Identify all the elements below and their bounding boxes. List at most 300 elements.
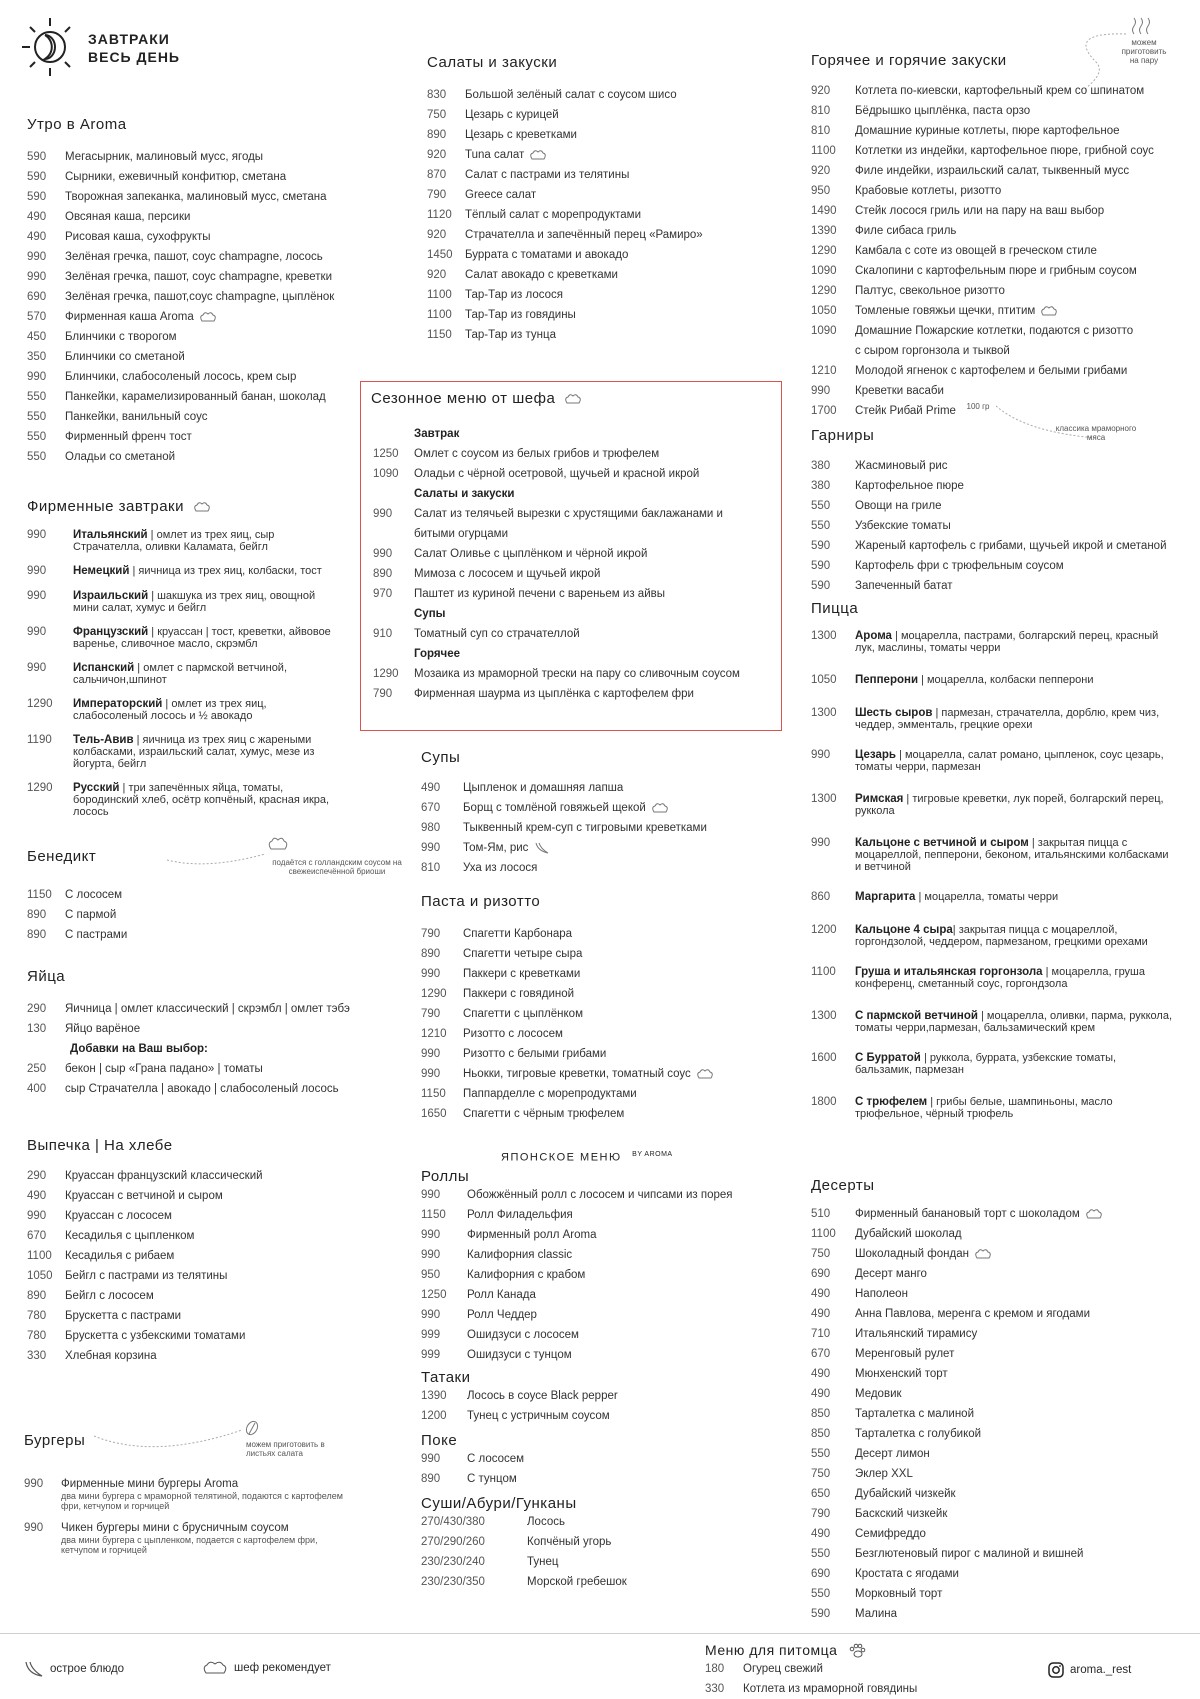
item-price: 1090 — [811, 265, 837, 277]
item-name: Тар-Тар из тунца — [465, 329, 556, 341]
item-name: Маргарита — [855, 891, 916, 903]
sun-moon-logo-icon — [20, 16, 76, 78]
menu-item — [427, 225, 787, 245]
item-name: Блинчики с творогом — [65, 331, 177, 343]
eggs-title: Яйца — [27, 968, 66, 985]
item-price: 230/230/240 — [421, 1555, 485, 1568]
item-name: Оладьи со сметаной — [65, 451, 176, 463]
menu-item — [421, 1305, 791, 1325]
item-description: | закрытая пицца с моцареллой, горгондзолой, чеддером, пармезаном, грецкими орехами — [855, 924, 1148, 948]
item-name: Большой зелёный салат с соусом шисо — [465, 89, 677, 101]
item-price: 450 — [27, 331, 47, 343]
item-name: Французский — [73, 626, 149, 638]
signature-section — [27, 498, 387, 818]
item-name: Спагетти с цыплёнком — [463, 1008, 583, 1020]
sides-title: Гарниры — [811, 427, 875, 444]
benedict-list — [27, 885, 397, 945]
menu-item — [27, 782, 387, 818]
item-price: 850 — [811, 1408, 831, 1420]
item-name: Палтус, свекольное ризотто — [855, 285, 1005, 297]
item-price: 180 — [705, 1663, 725, 1676]
item-name: Тар-Тар из лосося — [465, 289, 564, 301]
menu-item — [421, 984, 781, 1004]
item-name: Цезарь с креветками — [465, 129, 577, 141]
menu-item-continuation — [373, 524, 778, 544]
item-name: Ролл Канада — [467, 1288, 536, 1301]
item-text — [855, 749, 1175, 773]
item-name: Тунец — [527, 1555, 559, 1568]
item-price: 590 — [27, 191, 47, 203]
pasta-section — [421, 893, 781, 1124]
menu-item — [811, 576, 1196, 596]
menu-item — [811, 1204, 1196, 1224]
item-price: 990 — [27, 590, 47, 602]
item-description: | яичница из трех яиц, колбаски, тост — [129, 565, 322, 577]
chef-hat-icon — [696, 1068, 714, 1080]
item-price: 550 — [27, 431, 47, 443]
item-text — [73, 626, 343, 650]
steam-note: можем приготовить на пару — [1121, 38, 1167, 65]
menu-item — [373, 544, 778, 564]
menu-item — [427, 165, 787, 185]
item-name: Крабовые котлеты, ризотто — [855, 185, 1002, 197]
item-description: два мини бургера с цыпленком, подается с картофелем фри, кетчупом и горчицей — [61, 1535, 318, 1555]
item-price: 550 — [27, 451, 47, 463]
menu-item — [421, 964, 781, 984]
item-price: 590 — [811, 580, 831, 592]
menu-item — [811, 1052, 1196, 1076]
item-price: 690 — [27, 291, 47, 303]
item-name: Домашние Пожарские котлетки, подаются с ризотто — [855, 325, 1134, 337]
pizza-section — [811, 600, 1196, 1120]
item-name: Дубайский чизкейк — [855, 1488, 956, 1500]
item-name: Семифреддо — [855, 1528, 926, 1540]
item-price: 1050 — [811, 305, 837, 317]
item-price: 1210 — [811, 365, 837, 377]
item-name: Салат с пастрами из телятины — [465, 169, 630, 181]
item-price: 250 — [27, 1063, 47, 1075]
item-price: 1700 — [811, 405, 837, 417]
eggs-list — [27, 999, 397, 1039]
item-price: 350 — [27, 351, 47, 363]
menu-item — [811, 1584, 1196, 1604]
item-name: Сырники, ежевичный конфитюр, сметана — [65, 171, 287, 183]
item-name: Ошидзуси с лососем — [467, 1328, 579, 1341]
eggs-section — [27, 968, 397, 1099]
item-description: | моцарелла, колбаски пепперони — [918, 674, 1094, 686]
menu-item — [811, 1464, 1196, 1484]
menu-item — [811, 1096, 1196, 1120]
item-text — [73, 782, 343, 818]
item-price: 890 — [27, 909, 47, 921]
item-text — [73, 529, 343, 553]
item-price: 850 — [811, 1428, 831, 1440]
seasonal-group-title: Горячее — [414, 648, 461, 660]
menu-item — [811, 924, 1196, 948]
eggs-addons-list — [27, 1059, 397, 1099]
menu-item — [811, 1224, 1196, 1244]
item-price: 1290 — [373, 668, 399, 680]
menu-item — [27, 367, 387, 387]
item-price: 950 — [811, 185, 831, 197]
item-price: 1650 — [421, 1108, 447, 1120]
item-price: 860 — [811, 891, 831, 903]
item-name: Страчателла и запечённый перец «Рамиро» — [465, 229, 703, 241]
menu-item — [421, 1285, 791, 1305]
item-name: Арома — [855, 630, 892, 642]
pasta-title: Паста и ризотто — [421, 893, 541, 910]
item-description: | моцарелла, груша конференц, сметанный соус, горгондзола — [855, 966, 1146, 990]
item-price: 990 — [421, 1188, 441, 1201]
item-name: Итальянский — [73, 529, 148, 541]
menu-item — [421, 1406, 791, 1426]
note-dashed-line — [94, 1424, 244, 1454]
item-name: Ролл Филадельфия — [467, 1208, 573, 1221]
item-name: Кесадилья с рибаем — [65, 1250, 175, 1262]
menu-item — [427, 265, 787, 285]
menu-item — [421, 818, 781, 838]
item-price: 1290 — [421, 988, 447, 1000]
item-name: Уха из лосося — [463, 862, 538, 874]
menu-item — [27, 1346, 387, 1366]
menu-item — [27, 734, 387, 770]
chef-hat-icon — [267, 836, 289, 852]
item-name: Огурец свежий — [743, 1663, 823, 1676]
menu-item — [27, 590, 387, 614]
item-name: Императорский — [73, 698, 163, 710]
sides-list — [811, 456, 1196, 596]
item-name: Домашние куриные котлеты, пюре картофельное — [855, 125, 1120, 137]
item-description: | яичница из трех яиц с жареными колбасками, израильский салат, хумус, мезе из йогурта, бейгл — [73, 734, 315, 770]
item-name: С пармой — [65, 909, 117, 921]
item-price: 810 — [811, 125, 831, 137]
item-description: | омлет из трех яиц, сыр Страчателла, оливки Каламата, бейгл — [73, 529, 275, 553]
item-name: Безглютеновый пирог с малиной и вишней — [855, 1548, 1084, 1560]
item-price: 1150 — [427, 329, 452, 341]
item-price: 1150 — [421, 1208, 446, 1221]
item-name: Котлета из мраморной говядины — [743, 1683, 918, 1696]
item-price: 990 — [27, 529, 47, 541]
item-name: Картофельное пюре — [855, 480, 964, 492]
menu-item — [421, 1044, 781, 1064]
item-name: Лосось в соусе Black pepper — [467, 1389, 618, 1402]
menu-item — [24, 1521, 394, 1555]
item-name: Десерт лимон — [855, 1448, 930, 1460]
menu-item-continuation — [811, 341, 1196, 361]
menu-item — [373, 584, 778, 604]
item-price: 750 — [427, 109, 447, 121]
item-price: 1150 — [421, 1088, 446, 1100]
chef-hat-icon — [193, 501, 211, 513]
item-name: Брускетта с пастрами — [65, 1310, 182, 1322]
item-name: Ошидзуси с тунцом — [467, 1348, 572, 1361]
item-price: 990 — [24, 1522, 44, 1534]
item-price: 990 — [421, 842, 441, 854]
item-price: 1450 — [427, 249, 453, 261]
item-name: Чикен бургеры мини с брусничным соусом — [61, 1522, 289, 1534]
item-name: Буррата с томатами и авокадо — [465, 249, 629, 261]
legend-spicy — [24, 1660, 124, 1678]
instagram-handle: aroma._rest — [1070, 1664, 1132, 1676]
menu-item — [27, 925, 397, 945]
japanese-section — [421, 1151, 791, 1592]
item-price: 670 — [421, 802, 441, 814]
item-price: 490 — [421, 782, 441, 794]
menu-item — [421, 1552, 791, 1572]
item-description: | грибы белые, шампиньоны, масло трюфельное, чёрный трюфель — [855, 1096, 1113, 1120]
menu-item — [373, 444, 778, 464]
rolls-title: Роллы — [421, 1167, 470, 1185]
item-price: 890 — [373, 568, 393, 580]
item-price: 130 — [27, 1023, 47, 1035]
item-name: Обожжённый ролл с лососем и чипсами из порея — [467, 1188, 733, 1201]
menu-item — [811, 1284, 1196, 1304]
menu-item — [421, 944, 781, 964]
morning-title: Утро в Aroma — [27, 116, 127, 133]
pets-list — [705, 1659, 1005, 1699]
menu-item — [427, 185, 787, 205]
menu-item — [811, 556, 1196, 576]
item-price: 890 — [421, 1472, 441, 1485]
item-name: Анна Павлова, меренга с кремом и ягодами — [855, 1308, 1090, 1320]
item-name: Морской гребешок — [527, 1575, 627, 1588]
item-price: 490 — [811, 1308, 831, 1320]
menu-item — [27, 187, 387, 207]
item-price: 990 — [27, 626, 47, 638]
menu-item — [811, 321, 1196, 341]
burgers-section — [24, 1432, 394, 1565]
item-price: 890 — [427, 129, 447, 141]
menu-item — [27, 1326, 387, 1346]
item-name: Спагетти четыре сыра — [463, 948, 583, 960]
sides-section — [811, 427, 1196, 596]
item-price: 230/230/350 — [421, 1575, 485, 1588]
menu-item — [27, 307, 387, 327]
item-price: 690 — [811, 1268, 831, 1280]
item-price: 990 — [421, 1228, 441, 1241]
chef-hat-icon — [1040, 305, 1058, 317]
item-price: 920 — [427, 149, 447, 161]
item-description: | омлет с пармской ветчиной, сальчичон,шпинот — [73, 662, 288, 686]
menu-item — [421, 1345, 791, 1365]
item-price: 890 — [421, 948, 441, 960]
menu-item — [27, 287, 387, 307]
item-price: 490 — [27, 231, 47, 243]
instagram-link[interactable] — [1048, 1662, 1131, 1678]
soups-section — [421, 749, 781, 878]
item-name: Зелёная гречка, пашот, соус champagne, креветки — [65, 271, 333, 283]
tataki-title: Татаки — [421, 1368, 471, 1386]
menu-item — [811, 101, 1196, 121]
item-price: 380 — [811, 480, 831, 492]
menu-item — [421, 1572, 791, 1592]
legend-chef — [202, 1660, 331, 1676]
item-price: 870 — [427, 169, 447, 181]
item-description: | тигровые креветки, лук порей, болгарский перец, руккола — [855, 793, 1164, 817]
item-price: 999 — [421, 1348, 441, 1361]
item-price: 990 — [421, 1048, 441, 1060]
item-description: два мини бургера с мраморной телятиной, подаются с картофелем фри, кетчупом и горчицей — [61, 1491, 343, 1511]
item-price: 810 — [811, 105, 831, 117]
chef-hat-icon — [529, 149, 547, 161]
menu-item — [421, 838, 781, 858]
menu-item — [811, 1484, 1196, 1504]
menu-item — [421, 1104, 781, 1124]
menu-item — [811, 261, 1196, 281]
menu-item — [427, 145, 787, 165]
item-name: Круассан с лососем — [65, 1210, 172, 1222]
item-price: 1120 — [427, 209, 452, 221]
item-text — [73, 590, 343, 614]
menu-item — [27, 1266, 387, 1286]
item-name: Калифорния с крабом — [467, 1268, 586, 1281]
seasonal-group-title: Салаты и закуски — [414, 488, 515, 500]
item-price: 1290 — [811, 285, 837, 297]
item-price: 1210 — [421, 1028, 447, 1040]
seasonal-group-title: Супы — [414, 608, 446, 620]
menu-item — [705, 1679, 1005, 1699]
item-price: 400 — [27, 1083, 47, 1095]
menu-item — [27, 698, 387, 722]
item-price: 780 — [27, 1310, 47, 1322]
item-price: 1600 — [811, 1052, 837, 1064]
morning-list — [27, 147, 387, 467]
item-price: 950 — [421, 1268, 441, 1281]
item-name: Русский — [73, 782, 120, 794]
paw-icon — [848, 1643, 866, 1659]
pets-title: Меню для питомца — [705, 1642, 1005, 1659]
item-price: 1200 — [811, 924, 837, 936]
item-name: Тарталетка с малиной — [855, 1408, 974, 1420]
menu-item — [811, 1564, 1196, 1584]
menu-item — [811, 1404, 1196, 1424]
menu-item — [421, 1325, 791, 1345]
item-name: Борщ с томлёной говяжьей щекой — [463, 802, 646, 814]
item-description: | моцарелла, пастрами, болгарский перец, красный лук, маслины, томаты черри — [855, 630, 1159, 654]
item-price: 910 — [373, 628, 393, 640]
item-price: 990 — [27, 271, 47, 283]
item-name: Рисовая каша, сухофрукты — [65, 231, 211, 243]
item-price: 490 — [811, 1388, 831, 1400]
item-name: Дубайский шоколад — [855, 1228, 962, 1240]
item-price: 650 — [811, 1488, 831, 1500]
tataki-list — [421, 1386, 791, 1426]
item-name: Спагетти Карбонара — [463, 928, 573, 940]
item-price: 990 — [27, 565, 47, 577]
item-name: Баскский чизкейк — [855, 1508, 948, 1520]
item-name: Овощи на гриле — [855, 500, 942, 512]
item-name: Блинчики, слабосоленый лосось, крем сыр — [65, 371, 297, 383]
item-name: С тунцом — [467, 1472, 517, 1485]
menu-item — [421, 1185, 791, 1205]
menu-item — [27, 167, 387, 187]
seasonal-group-title: Завтрак — [414, 428, 460, 440]
japanese-title: ЯПОНСКОЕ МЕНЮ — [501, 1151, 622, 1164]
item-price: 1290 — [27, 698, 53, 710]
item-name: Стейк лосося гриль или на пару на ваш выбор — [855, 205, 1105, 217]
item-price: 590 — [27, 151, 47, 163]
menu-item — [421, 1386, 791, 1406]
item-price: 1300 — [811, 707, 837, 719]
bakery-title: Выпечка | На хлебе — [27, 1137, 173, 1154]
item-name: Том-Ям, рис — [463, 842, 529, 854]
menu-item — [427, 245, 787, 265]
item-name: Камбала с соте из овощей в греческом стиле — [855, 245, 1097, 257]
item-price: 1150 — [27, 889, 52, 901]
prime-note: 100 гр — [966, 402, 990, 411]
item-price: 1290 — [811, 245, 837, 257]
item-price: 990 — [27, 251, 47, 263]
item-text — [73, 698, 343, 722]
item-price: 1190 — [27, 734, 52, 746]
item-name: Зелёная гречка, пашот, соус champagne, лосось — [65, 251, 323, 263]
item-description: | моцарелла, салат романо, цыпленок, соус цезарь, томаты черри, пармезан — [855, 749, 1164, 773]
item-price: 990 — [421, 1308, 441, 1321]
menu-item — [811, 301, 1196, 321]
item-name: Тар-Тар из говядины — [465, 309, 576, 321]
menu-item — [27, 207, 387, 227]
instagram-icon — [1048, 1662, 1064, 1678]
logo — [20, 16, 190, 80]
item-name: Узбекские томаты — [855, 520, 951, 532]
menu-item — [811, 707, 1196, 731]
menu-item — [811, 81, 1196, 101]
item-price: 990 — [421, 1068, 441, 1080]
logo-line-1: ЗАВТРАКИ — [88, 31, 170, 47]
menu-item — [421, 778, 781, 798]
item-name: Тарталетка с голубикой — [855, 1428, 982, 1440]
item-price: 1100 — [427, 309, 452, 321]
item-price: 670 — [27, 1230, 47, 1242]
item-price: 270/430/380 — [421, 1515, 485, 1528]
menu-item — [27, 447, 387, 467]
item-price: 990 — [421, 1452, 441, 1465]
item-price: 990 — [811, 837, 831, 849]
item-name: Панкейки, карамелизированный банан, шоколад — [65, 391, 326, 403]
item-name: Фирменный банановый торт с шоколадом — [855, 1208, 1080, 1220]
item-price: 1290 — [27, 782, 53, 794]
item-price: 510 — [811, 1208, 831, 1220]
item-name: Филе индейки, израильский салат, тыквенный мусс — [855, 165, 1130, 177]
menu-item — [811, 536, 1196, 556]
menu-item — [421, 1225, 791, 1245]
item-name: С пармской ветчиной — [855, 1010, 978, 1022]
signature-title: Фирменные завтраки — [27, 498, 387, 515]
pizza-title: Пицца — [811, 600, 859, 617]
menu-item — [811, 361, 1196, 381]
item-name: Креветки васаби — [855, 385, 944, 397]
menu-item — [421, 1469, 791, 1489]
benedict-title: Бенедикт — [27, 848, 97, 865]
item-name: Ризотто с белыми грибами — [463, 1048, 607, 1060]
item-name: Малина — [855, 1608, 897, 1620]
item-name: Круассан с ветчиной и сыром — [65, 1190, 223, 1202]
item-name: С пастрами — [65, 929, 128, 941]
item-name: Испанский — [73, 662, 135, 674]
item-price: 490 — [811, 1368, 831, 1380]
item-name: Бейгл с пастрами из телятины — [65, 1270, 228, 1282]
menu-item — [27, 427, 387, 447]
item-price: 890 — [27, 929, 47, 941]
burgers-list — [24, 1477, 394, 1555]
item-name: Томатный суп со страчателлой — [414, 628, 580, 640]
salads-section — [427, 54, 787, 345]
item-price: 590 — [811, 540, 831, 552]
pasta-list — [421, 924, 781, 1124]
item-name: Кесадилья с цыпленком — [65, 1230, 195, 1242]
item-name: Котлетки из индейки, картофельное пюре, грибной соус — [855, 145, 1154, 157]
item-name: Хлебная корзина — [65, 1350, 157, 1362]
